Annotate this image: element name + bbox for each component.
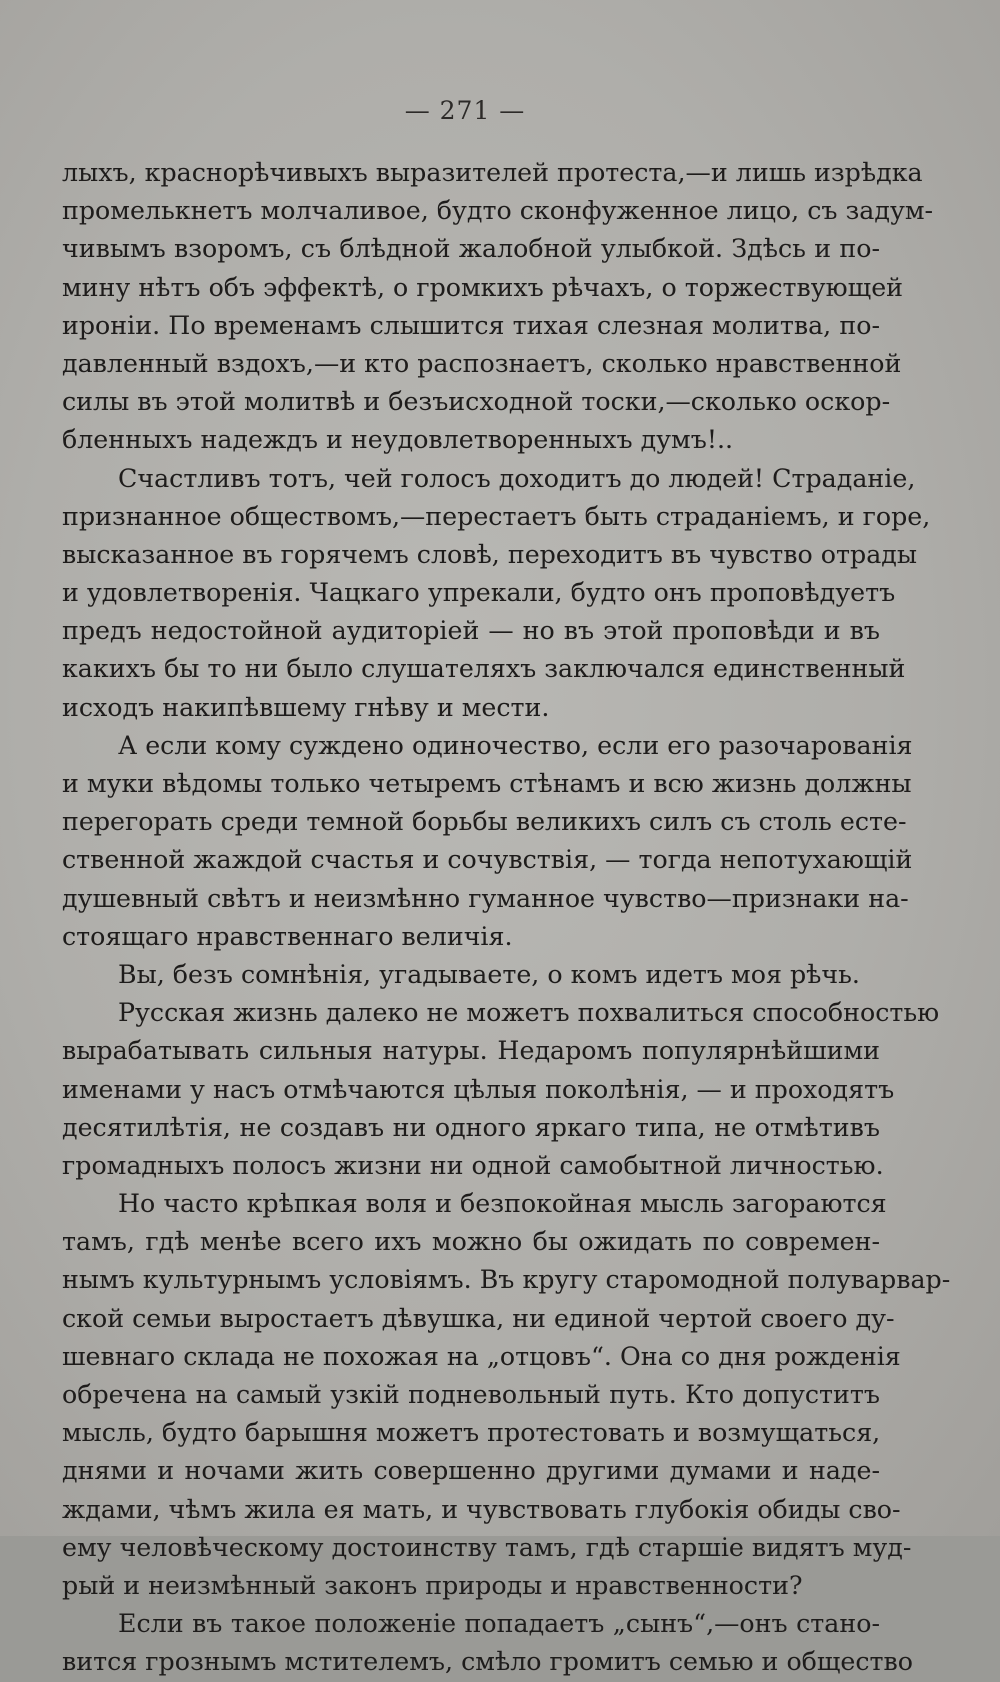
text-line: громадныхъ полосъ жизни ни одной самобытной личностью. — [62, 1150, 884, 1180]
text-line: исходъ накипѣвшему гнѣву и мести. — [62, 692, 550, 722]
page-number: — 271 — — [404, 96, 526, 125]
text-line: предъ недостойной аудиторіей — но въ этой проповѣди и въ — [62, 616, 880, 646]
text-line: вырабатывать сильныя натуры. Недаромъ популярнѣйшими — [62, 1036, 880, 1066]
text-line: давленный вздохъ,—и кто распознаетъ, сколько нравственной — [62, 348, 902, 378]
text-line: мысль, будто барышня можетъ протестовать и возмущаться, — [62, 1418, 881, 1448]
text-line: А если кому суждено одиночество, если его разочарованія — [118, 730, 913, 760]
text-line: днями и ночами жить совершенно другими думами и наде- — [62, 1456, 880, 1486]
text-line: промелькнетъ молчаливое, будто сконфуженное лицо, съ задум- — [62, 196, 934, 226]
text-line: признанное обществомъ,—перестаетъ быть страданіемъ, и горе, — [62, 501, 931, 531]
text-line: ственной жаждой счастья и сочувствія, — тогда непотухающій — [62, 845, 913, 875]
text-line: именами у насъ отмѣчаются цѣлыя поколѣнія, — и проходятъ — [62, 1074, 895, 1104]
text-line: высказанное въ горячемъ словѣ, переходитъ въ чувство отрады — [62, 539, 918, 569]
text-line: вится грознымъ мстителемъ, смѣло громитъ семью и общество — [62, 1647, 914, 1677]
text-line: ироніи. По временамъ слышится тихая слезная молитва, по- — [62, 310, 880, 340]
text-line: бленныхъ надеждъ и неудовлетворенныхъ думъ!.. — [62, 425, 734, 455]
text-line: и муки вѣдомы только четыремъ стѣнамъ и всю жизнь должны — [62, 769, 912, 798]
text-line: Но часто крѣпкая воля и безпокойная мысль загораются — [118, 1189, 887, 1219]
text-line: стоящаго нравственнаго величія. — [62, 921, 513, 951]
text-line: тамъ, гдѣ менѣе всего ихъ можно бы ожидать по современ- — [62, 1227, 880, 1257]
text-line: ждами, чѣмъ жила ея мать, и чувствовать глубокія обиды сво- — [62, 1494, 901, 1524]
text-line: Вы, безъ сомнѣнія, угадываете, о комъ идетъ моя рѣчь. — [118, 959, 860, 989]
text-line: Счастливъ тотъ, чей голосъ доходитъ до людей! Страданіе, — [118, 463, 916, 493]
text-line: душевный свѣтъ и неизмѣнно гуманное чувство—признаки на- — [62, 883, 909, 913]
body-text — [62, 154, 951, 1682]
text-line: мину нѣтъ объ эффектѣ, о громкихъ рѣчахъ, о торжествующей — [62, 272, 904, 302]
text-line: чивымъ взоромъ, съ блѣдной жалобной улыбкой. Здѣсь и по- — [62, 234, 880, 264]
text-line: нымъ культурнымъ условіямъ. Въ кругу старомодной полуварвар- — [62, 1265, 951, 1295]
text-line: силы въ этой молитвѣ и безъисходной тоски,—сколько оскор- — [62, 387, 891, 417]
text-line: и удовлетворенія. Чацкаго упрекали, будто онъ проповѣдуетъ — [62, 578, 896, 608]
text-line: шевнаго склада не похожая на „отцовъ“. Она со дня рожденія — [62, 1341, 901, 1371]
text-line: ему человѣческому достоинству тамъ, гдѣ старшіе видятъ муд- — [62, 1532, 912, 1562]
text-line: какихъ бы то ни было слушателяхъ заключался единственный — [62, 654, 906, 684]
text-line: перегорать среди темной борьбы великихъ силъ съ столь есте- — [62, 807, 907, 837]
text-line: лыхъ, краснорѣчивыхъ выразителей протеста,—и лишь изрѣдка — [62, 158, 923, 187]
text-line: обречена на самый узкій подневольный путь. Кто допуститъ — [62, 1380, 880, 1409]
text-line: рый и неизмѣнный законъ природы и нравственности? — [62, 1570, 803, 1600]
text-line: десятилѣтія, не создавъ ни одного яркаго типа, не отмѣтивъ — [62, 1112, 880, 1142]
text-line: Русская жизнь далеко не можетъ похвалиться способностью — [118, 998, 940, 1028]
text-line: ской семьи выростаетъ дѣвушка, ни единой чертой своего ду- — [62, 1303, 895, 1333]
text-line: Если въ такое положеніе попадаетъ „сынъ“,—онъ стано- — [118, 1609, 880, 1639]
